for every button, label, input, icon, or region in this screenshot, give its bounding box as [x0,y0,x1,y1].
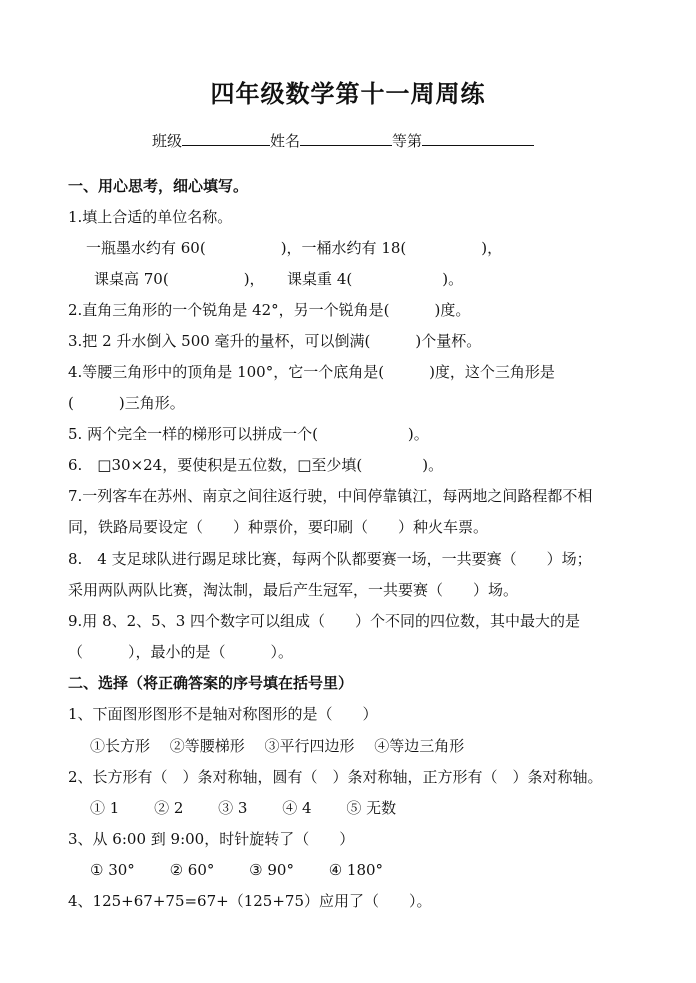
question-line: 2、长方形有（ ）条对称轴，圆有（ ）条对称轴，正方形有（ ）条对称轴。 [68,768,603,786]
question-line: 4、125+67+75=67+（125+75）应用了（ ）。 [68,892,432,910]
question-line: 9.用 8、2、5、3 四个数字可以组成（ ）个不同的四位数，其中最大的是 [68,612,581,630]
question-line: 6. □30×24，要使积是五位数，□至少填( )。 [68,456,444,474]
option-line: ① 30° ② 60° ③ 90° ④ 180° [90,861,384,879]
class-blank[interactable] [182,131,270,146]
question-line: 一瓶墨水约有 60( )，一桶水约有 18( )， [86,239,503,257]
page-title: 四年级数学第十一周周练 [210,79,486,108]
section-heading-choice: 二、选择（将正确答案的序号填在括号里） [68,674,354,692]
question-line: 1.填上合适的单位名称。 [68,208,233,226]
question-line: ( )三角形。 [68,394,185,412]
name-label: 姓名 [270,132,301,150]
option-line: ① 1 ② 2 ③ 3 ④ 4 ⑤ 无数 [90,799,397,817]
rank-blank[interactable] [422,131,534,146]
section-heading-fill-in: 一、用心思考，细心填写。 [68,177,249,195]
question-line: 7.一列客车在苏州、南京之间往返行驶，中间停靠镇江，每两地之间路程都不相 [68,487,593,505]
name-blank[interactable] [300,131,392,146]
option-line: ①长方形 ②等腰梯形 ③平行四边形 ④等边三角形 [90,737,465,755]
question-line: 3.把 2 升水倒入 500 毫升的量杯，可以倒满( )个量杯。 [68,332,482,350]
question-line: 3、从 6:00 到 9:00，时针旋转了（ ） [68,830,355,848]
question-line: 1、下面图形图形不是轴对称图形的是（ ） [68,705,378,723]
class-label: 班级 [152,132,183,150]
question-line: 同，铁路局要设定（ ）种票价，要印刷（ ）种火车票。 [68,518,489,536]
question-line: 课桌高 70( )， 课桌重 4( )。 [94,270,464,288]
question-line: 5. 两个完全一样的梯形可以拼成一个( )。 [68,425,429,443]
question-line: 8. 4 支足球队进行踢足球比赛，每两个队都要赛一场，一共要赛（ ）场； [68,550,592,568]
question-line: 2.直角三角形的一个锐角是 42°，另一个锐角是( )度。 [68,301,471,319]
student-info-row [152,130,534,151]
rank-label: 等第 [392,132,423,150]
question-line: 采用两队两队比赛，淘汰制，最后产生冠军，一共要赛（ ）场。 [68,581,519,599]
question-line: 4.等腰三角形中的顶角是 100°，它一个底角是( )度，这个三角形是 [68,363,555,381]
question-line: （ ），最小的是（ ）。 [68,643,294,661]
